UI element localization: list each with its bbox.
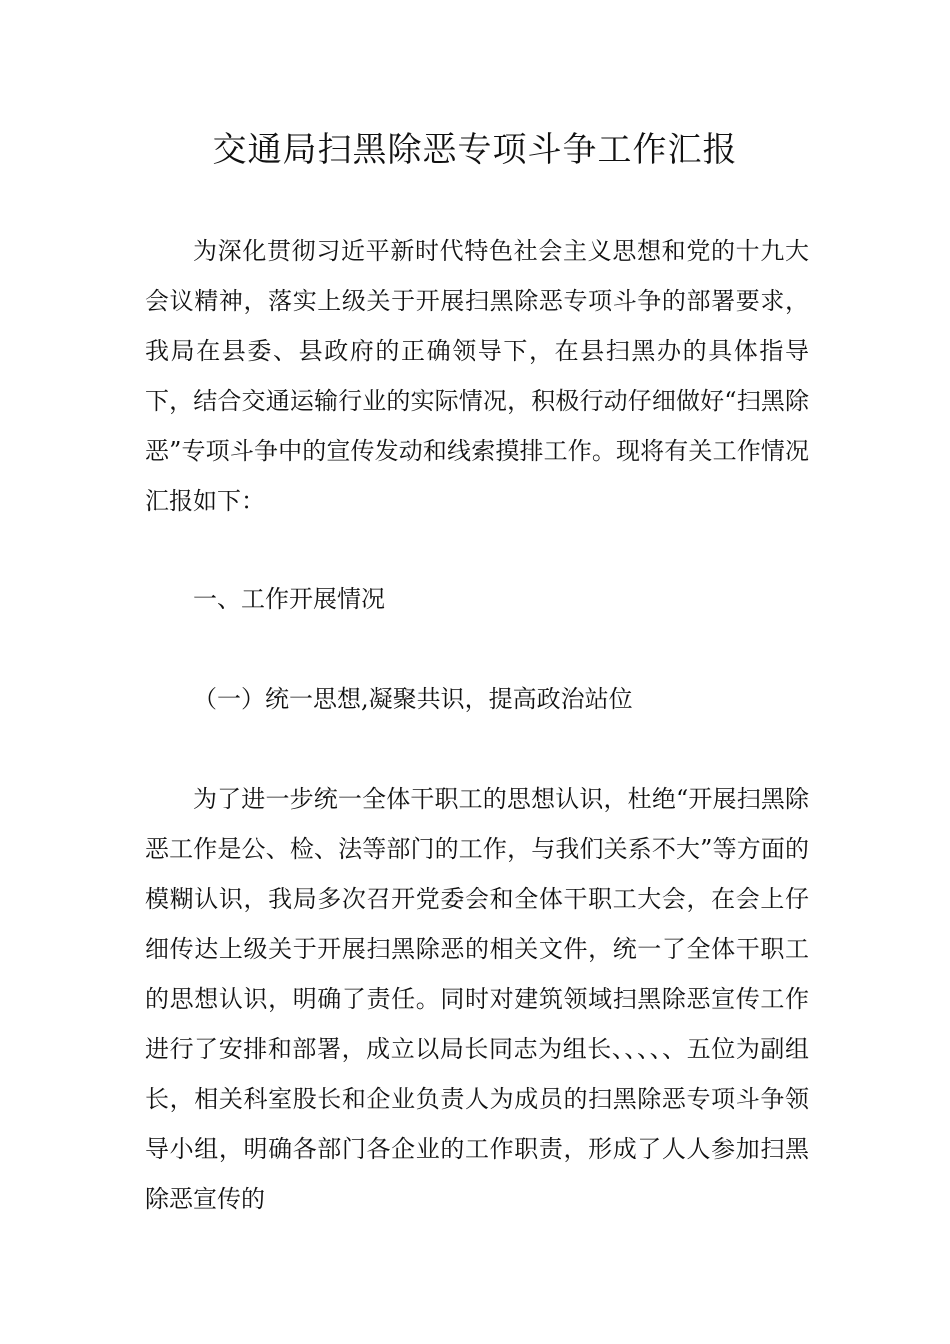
document-title: 交通局扫黑除恶专项斗争工作汇报 — [212, 130, 738, 170]
section-heading: 一、工作开展情况 — [193, 585, 385, 613]
body-paragraph: 为了进一步统一全体干职工的思想认识，杜绝“开展扫黑除恶工作是公、检、法等部门的工作，与我们关系不大”等方面的模糊认识，我局多次召开党委会和全体干职工大会，在会上仔细传达上级关于开展扫黑除恶的相关文件，统一了全体干职工的思想认识，明确了责任。同时对建筑领域扫黑除恶宣传工作进行了安排和部署，成立以局长同志为组长、、、、、五位为副组长，相关科室股长和企业负责人为成员的扫黑除恶专项斗争领导小组，明确各部门各企业的工作职责，形成了人人参加扫黑除恶宣传的 — [145, 785, 809, 1213]
intro-paragraph: 为深化贯彻习近平新时代特色社会主义思想和党的十九大会议精神，落实上级关于开展扫黑除恶专项斗争的部署要求，我局在县委、县政府的正确领导下，在县扫黑办的具体指导下，结合交通运输行业的实际情况，积极行动仔细做好“扫黑除恶”专项斗争中的宣传发动和线索摸排工作。现将有关工作情况汇报如下： — [145, 237, 809, 515]
subsection-heading: （一）统一思想,凝聚共识，提高政治站位 — [193, 685, 633, 713]
